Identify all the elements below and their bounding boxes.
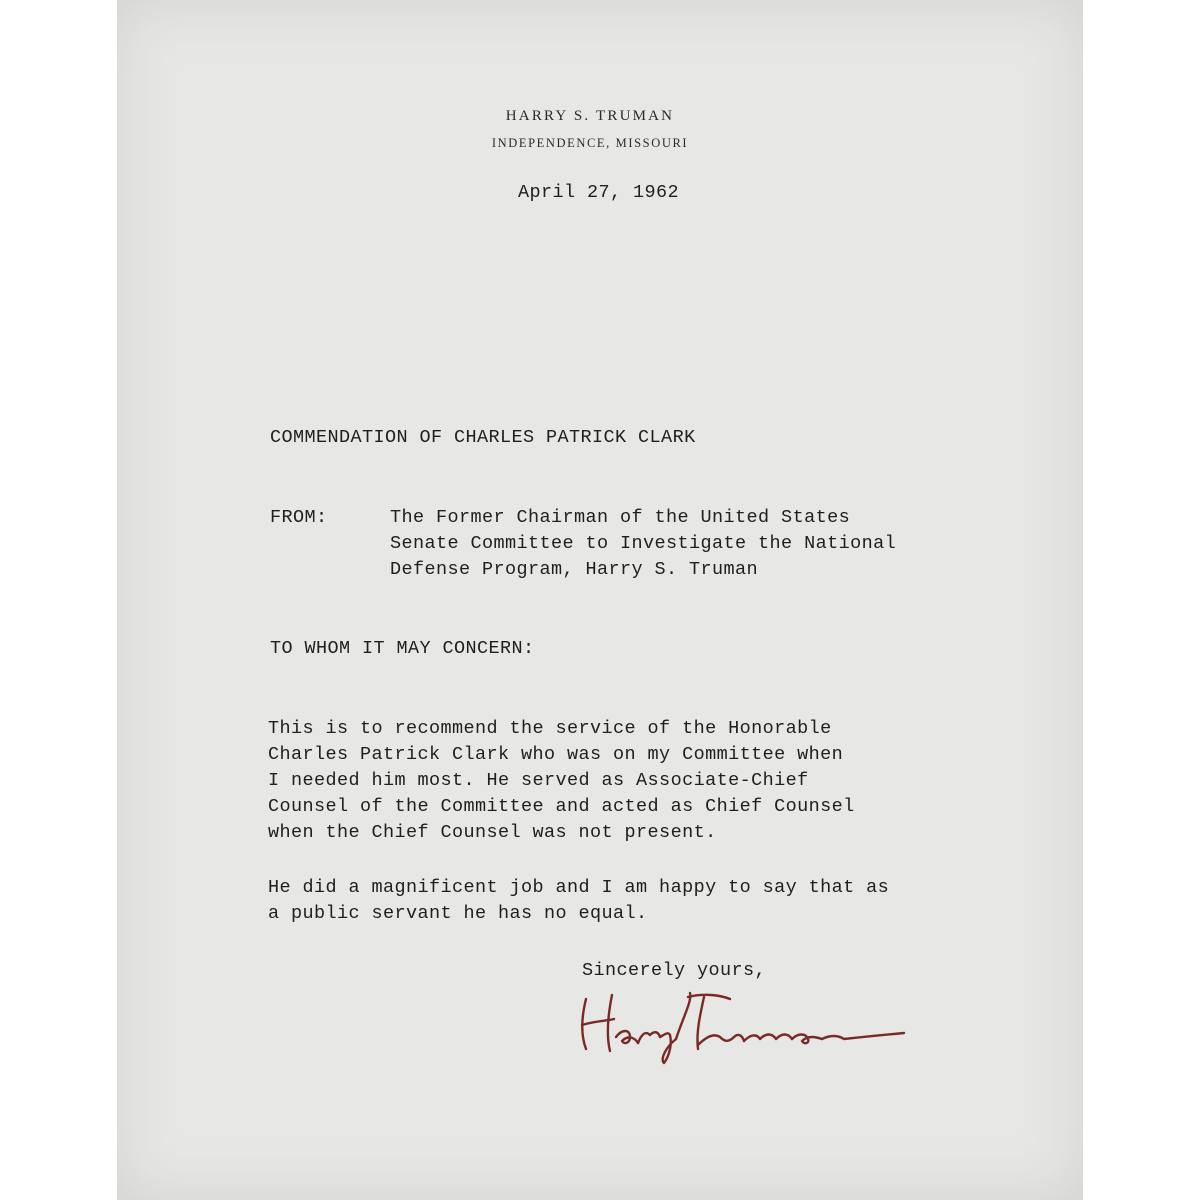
letterhead-name: HARRY S. TRUMAN xyxy=(505,108,675,124)
letter-subject: COMMENDATION OF CHARLES PATRICK CLARK xyxy=(270,427,696,448)
letter-greeting: TO WHOM IT MAY CONCERN: xyxy=(270,638,535,659)
from-line: Senate Committee to Investigate the National xyxy=(390,533,897,554)
letter-date: April 27, 1962 xyxy=(518,182,680,203)
body-line: when the Chief Counsel was not present. xyxy=(268,822,717,843)
handwritten-signature xyxy=(572,985,912,1065)
letter-closing: Sincerely yours, xyxy=(582,960,767,981)
letterhead-place: INDEPENDENCE, MISSOURI xyxy=(491,136,689,150)
body-line: Charles Patrick Clark who was on my Committee when xyxy=(268,744,844,765)
body-line: Counsel of the Committee and acted as Chief Counsel xyxy=(268,796,855,817)
body-line: I needed him most. He served as Associate-Chief xyxy=(268,770,809,791)
body-line: He did a magnificent job and I am happy to say that as xyxy=(268,877,890,898)
from-label: FROM: xyxy=(270,507,328,528)
from-line: Defense Program, Harry S. Truman xyxy=(390,559,759,580)
body-line: a public servant he has no equal. xyxy=(268,903,648,924)
from-line: The Former Chairman of the United States xyxy=(390,507,851,528)
body-line: This is to recommend the service of the Honorable xyxy=(268,718,832,739)
